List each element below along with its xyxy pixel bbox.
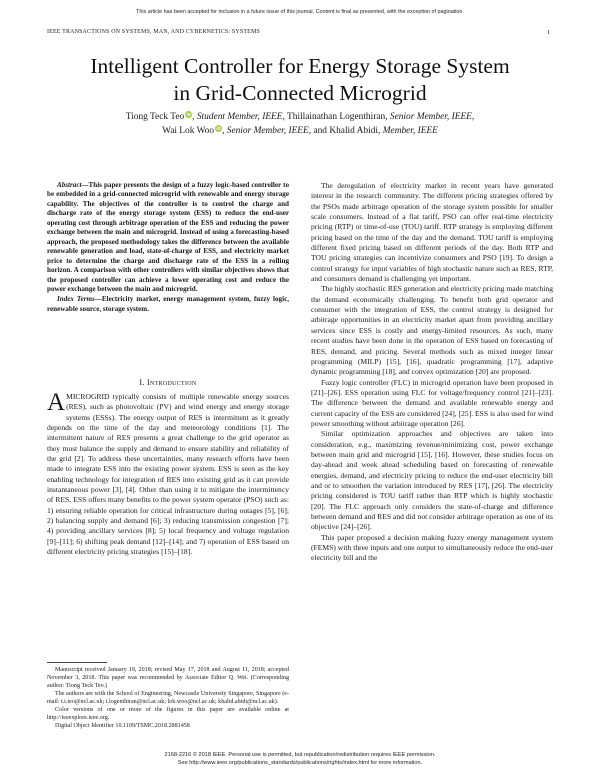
journal-name: IEEE TRANSACTIONS ON SYSTEMS, MAN, AND CYBERNETICS: SYSTEMS [47,29,260,35]
introduction-text [47,389,289,558]
footnote-rule [47,662,107,663]
index-terms [47,295,289,314]
footnote-doi: Digital Object Identifier 10.1109/TSMC.2018.2881458 [55,723,190,729]
index-terms-text: Electricity market, energy management system, fuzzy logic, renewable source, storage system. [47,295,289,313]
section-heading [47,378,289,387]
abstract-text: This paper presents the design of a fuzzy logic-based controller to be embedded in a grid-connected microgrid with renewable and energy storage capability. The objectives of the controller is to control the charge and discharge rate of the energy storage system (ESS) to reduce the end-user operating cost through arbitrage operation of the ESS and reducing the power exchange between the main and microgrid. Instead of using a forecasting-based approach, the proposed methodology takes the difference between the available renewable generation and load, state-of-charge of ESS, and electricity market price to determine the charge and discharge rate of the ESS in a rolling horizon. A comparison with other controllers with similar objectives shows that the proposed controller can achieve a lower operating cost and reduce the power exchange between the main and microgrid. [47,181,289,293]
section-numeral: I. [139,378,145,387]
acceptance-notice: This article has been accepted for inclusion in a future issue of this journal. Content is final as presented, with the exception of pagination. [136,9,464,15]
author-role: Senior Member, IEEE [226,125,309,136]
section-title: Introduction [146,378,197,387]
drop-cap: A [47,389,66,416]
body-paragraph: This paper proposed a decision making fuzzy energy management system (FEMS) with three inputs and one output to simultaneously reduce the end-user electricity bill and the [311,532,553,563]
index-terms-label: Index Terms— [57,295,102,304]
intro-paragraph [47,389,289,558]
body-paragraph: The deregulation of electricity market in recent years have generated interest in the research community. The different pricing strategies offered by the PSOs made arbitrage operation of the storage system possible for smaller scale consumers. Instead of a flat tariff, PSO can offer real-time electricity pricing (RTP) or time-of-use (TOU) tariff. RTP strategy is employing different pricing based on the time of the day and the demand. TOU tariff is employing different fixed pricing based on different periods of the day. Both RTP and TOU pricing strategies can incentivize consumers and PSO [19]. To design a control strategy for input variables of high stochastic nature such as RES, RTP, and consumers demand is challenging yet important. [311,181,553,284]
footnotes [47,666,289,730]
author-line-2: Wai Lok Woo iD, Senior Member, IEEE, and Khalid Abidi, Member, IEEE [162,125,438,136]
page-number: 1 [547,29,551,36]
author-name: Thillainathan Logenthiran [287,112,386,122]
body-paragraph: The highly stochastic RES generation and electricity pricing made matching the demand economically challenging. To benefit both grid operator and consumer with the integration of ESS, the control strategy is designed for arbitrage opportunities in an electricity market apart from providing ancillary services since ESS is costly and energy-limited resources. As such, many recent studies have been done in the operation of ESS based on forecasting of RES, demand, and pricing. Several methods such as mixed integer linear programming (MILP) [15], [16], quadratic programming [17], adaptive dynamic programming [18], and convex optimization [20] are proposed. [311,284,553,377]
copyright-notice [0,752,600,767]
paper-title [0,53,600,107]
abstract [47,181,289,314]
intro-body: typically consists of multiple renewable energy sources (RES), such as photovoltaic (PV) and wind energy and energy storage systems (ESSs). The energy output of RES is intermittent as it greatly depends on the time of the day and meteorology conditions [1]. The intermittent nature of RES presents a great challenge to the grid operator as they must balance the supply and demand to ensure stability and reliability of the grid [2]. To address these uncertainties, many research efforts have been made to integrate ESS into the existing power system. ESS is seen as the key enabling technology for integration of RES into existing grid as it can provide instantaneous power [3], [4]. Other than using it to mitigate the intermittency of RES, ESS offers many benefits to the power system operator (PSO) such as: 1) ensuring reliable operation for critical infrastructure during outages [5], [6]; 2) balancing supply and demand [6]; 3) reducing transmission congestion [7]; 4) providing ancillary services [8]; 5) local frequency and voltage regulation [9]–[11]; 6) shifting peak demand [12]–[14]; and 7) operation of ESS based on different electricity pricing strategies [15]–[18]. [47,392,289,557]
title-line-2: in Grid-Connected Microgrid [173,81,427,105]
footnote-color: Color versions of one or more of the figures in this paper are available online at http://ieeexplore.ieee.org. [47,707,289,721]
author-list [0,111,600,138]
author-line-1: Tiong Teck Teo iD, Student Member, IEEE, Thillainathan Logenthiran, Senior Member, IEEE, [125,112,475,122]
footnote-affiliation: The authors are with the School of Engineering, Newcastle University Singapore, Singapore (e-mail: t.t.teo@ncl.ac.uk; t.logenthiran@ncl.ac.uk; lok.woo@ncl.ac.uk; khalid.abidi@ncl.ac.uk). [47,691,289,705]
copyright-line-2: See http://www.ieee.org/publications_standards/publications/rights/index.html for more information. [177,759,423,766]
orcid-icon[interactable]: iD [216,125,221,131]
lead-word: MICROGRID [66,392,110,401]
right-column-text [311,181,553,564]
author-name: Wai Lok Woo [162,125,215,136]
body-paragraph: Similar optimization approaches and objectives are taken into consideration, e.g., maximizing revenue/minimizing cost, power exchange between main grid and microgrid [15], [16]. However, these studies focus on day-ahead and week ahead scheduling based on forecasting of renewable energies, demand, and electricity pricing to reduce the end-user electricity bill and or to smoothen the variation introduced by RES [17], [26]. The electricity pricing considered is TOU tariff rather than RTP which is highly stochastic [20]. The FLC approach only considers the state-of-charge and difference between demand and RES and did not consider arbitrage operation as one of its objective [24]–[26]. [311,429,553,532]
orcid-icon[interactable]: iD [186,112,191,117]
author-role: Student Member, IEEE [196,112,283,122]
copyright-line-1: 2168-2216 © 2018 IEEE. Personal use is permitted, but republication/redistribution requires IEEE permission. [164,752,436,758]
author-role: Member, IEEE [382,125,438,136]
author-role: Senior Member, IEEE [389,112,472,122]
abstract-label: Abstract— [57,181,89,189]
title-line-1: Intelligent Controller for Energy Storage System [90,54,510,78]
author-name: Tiong Teck Teo [125,112,185,122]
abstract-body [47,181,289,294]
footnote-manuscript: Manuscript received January 19, 2018; revised May 17, 2018 and August 11, 2018; accepted November 3, 2018. This paper was recommended by Associate Editor Q. Wei. (Corresponding author: Tiong Teck Teo.) [47,667,289,689]
author-name: , and Khalid Abidi, [308,125,381,136]
body-paragraph: Fuzzy logic controller (FLC) in microgrid operation have been proposed in [21]–[26]. ESS operation using FLC for voltage/frequency control [21]–[23]. The difference between the demand and available renewable energy and current capacity of the ESS are considered [24], [25]. ESS is also used for wind power smoothing without arbitrage operation [26]. [311,377,553,428]
